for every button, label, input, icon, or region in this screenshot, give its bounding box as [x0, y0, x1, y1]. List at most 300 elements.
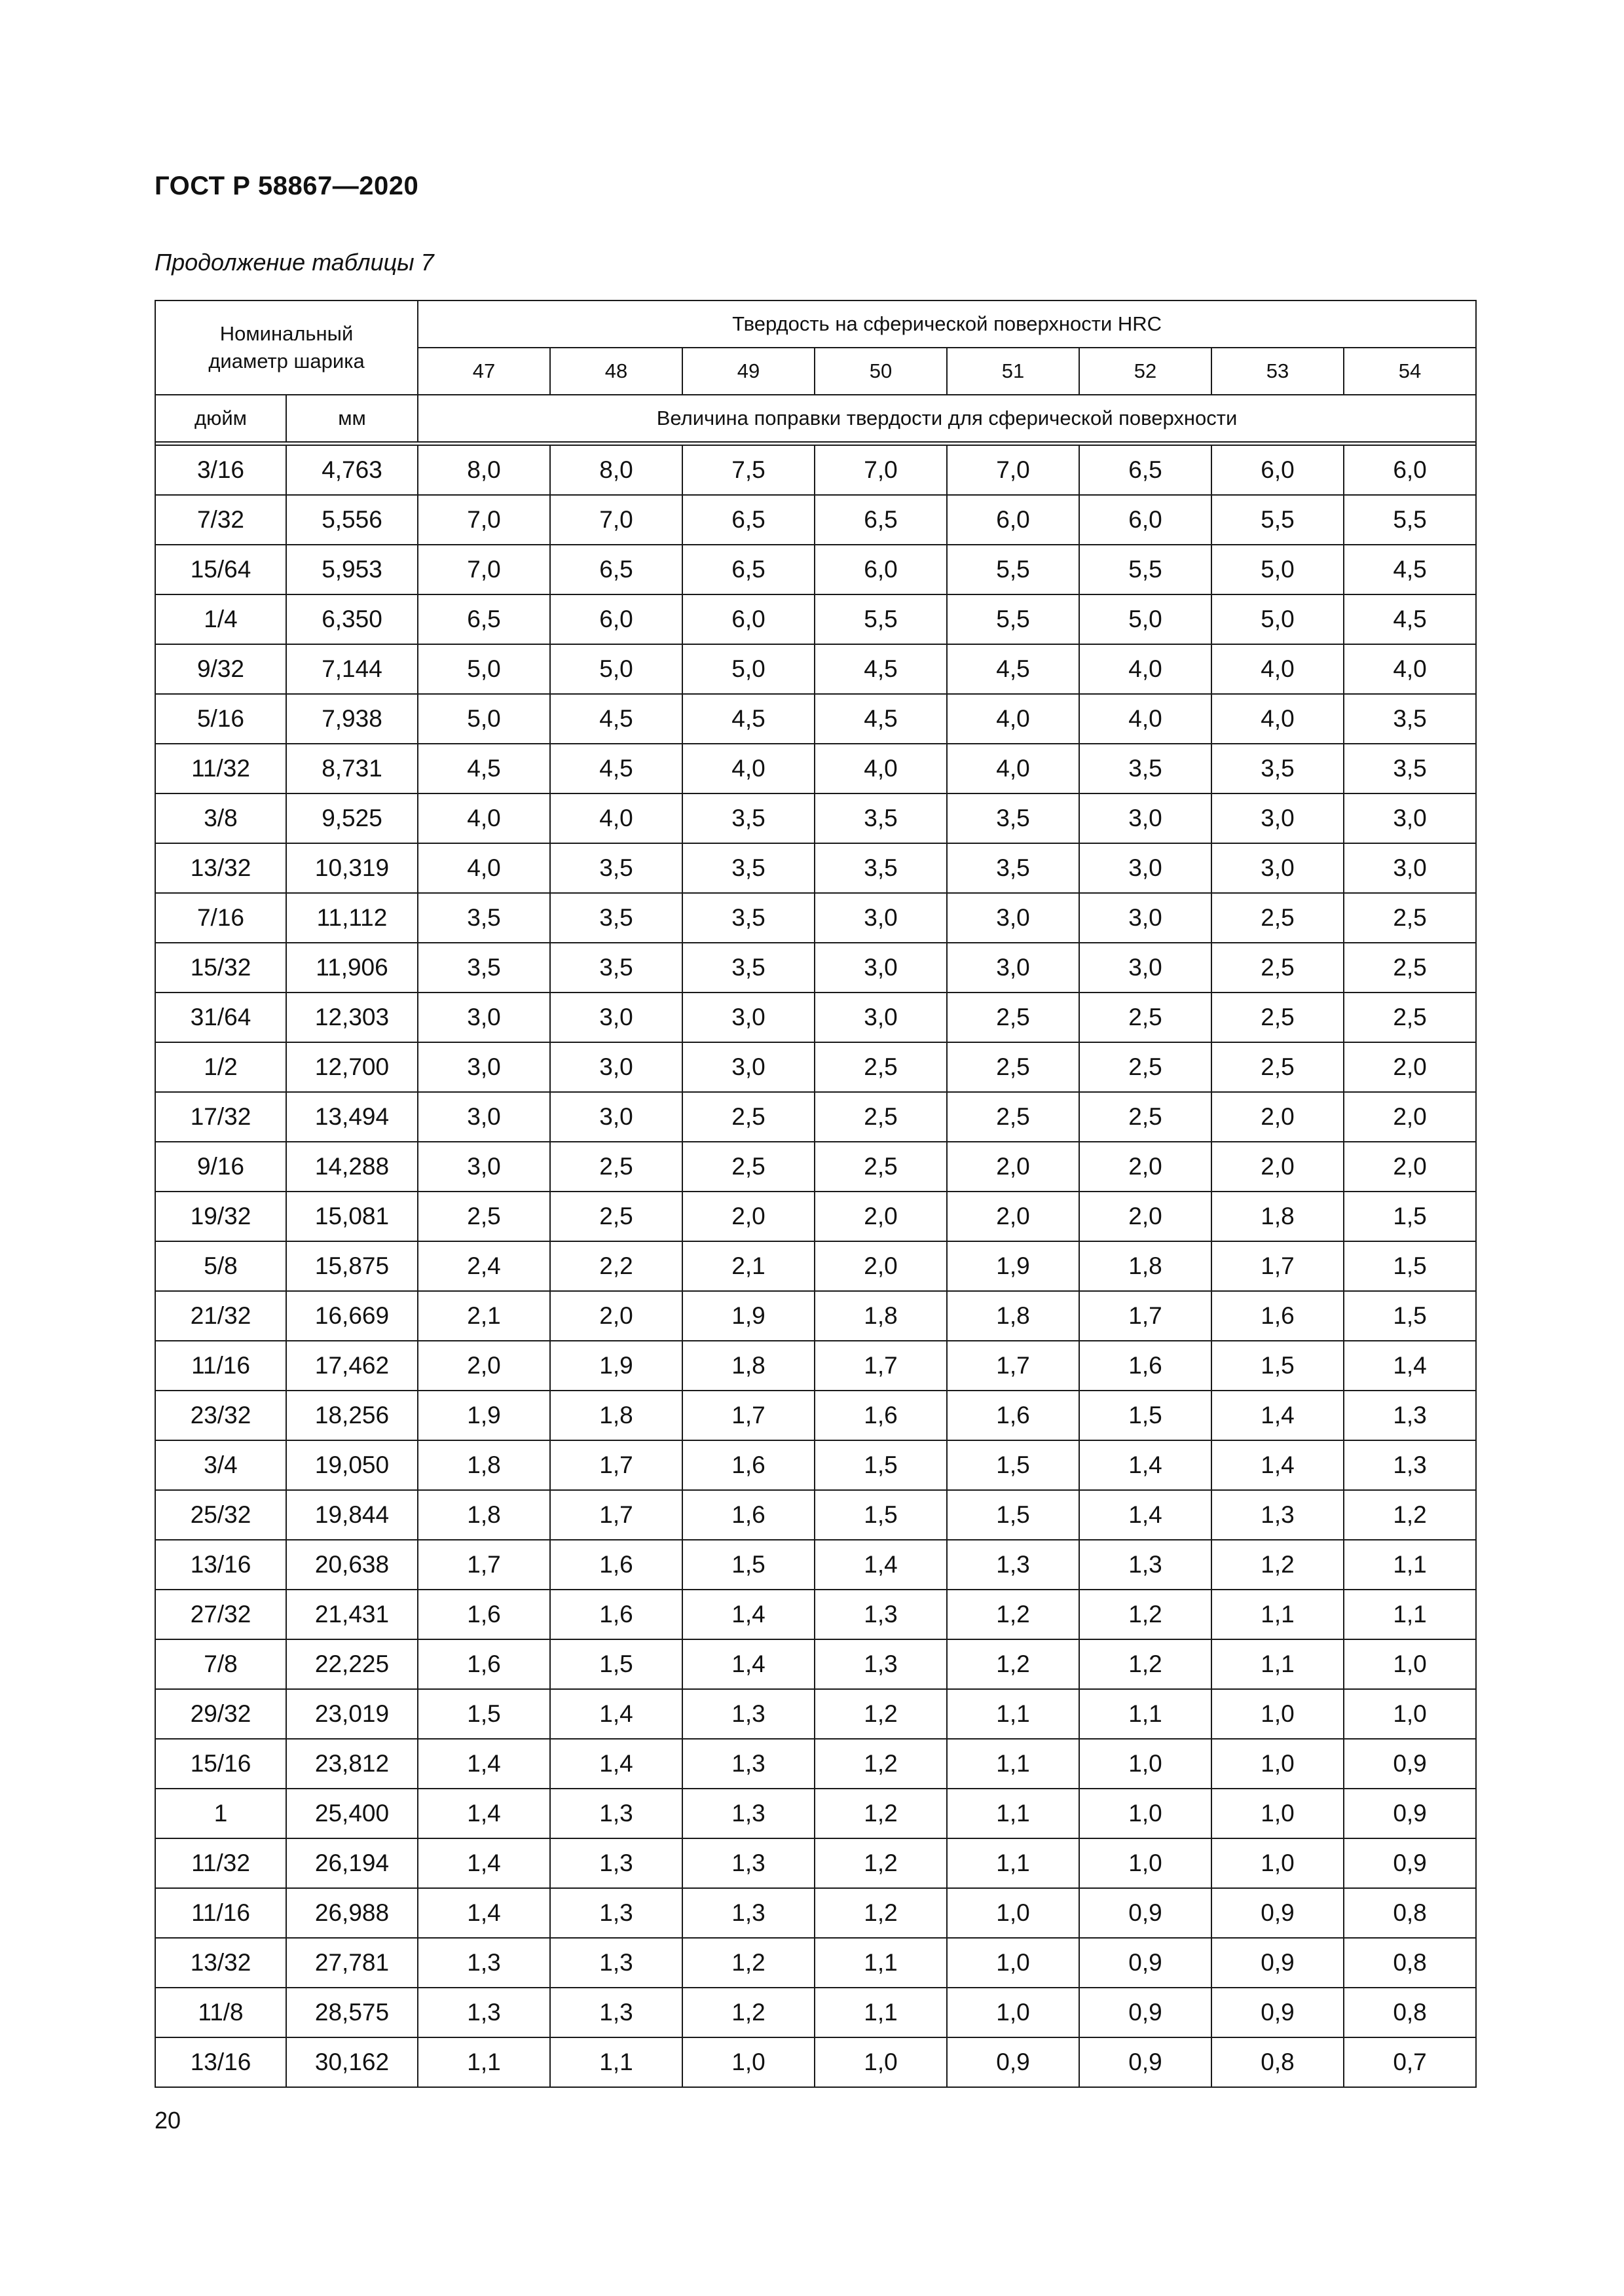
correction-value-cell: 6,0	[682, 594, 815, 644]
correction-value-cell: 2,0	[947, 1192, 1079, 1241]
correction-value-cell: 1,9	[418, 1391, 550, 1440]
correction-value-cell: 1,0	[1344, 1689, 1476, 1739]
correction-value-cell: 3,0	[418, 1092, 550, 1142]
diameter-mm-cell: 16,669	[286, 1291, 418, 1341]
hrc-column-header: 53	[1211, 348, 1344, 395]
correction-value-cell: 0,9	[1344, 1739, 1476, 1789]
correction-value-cell: 1,2	[1211, 1540, 1344, 1590]
correction-value-cell: 1,6	[815, 1391, 947, 1440]
correction-value-cell: 3,5	[418, 893, 550, 943]
diameter-inch-cell: 5/8	[155, 1241, 286, 1291]
correction-value-cell: 2,5	[682, 1092, 815, 1142]
diameter-inch-cell: 7/8	[155, 1639, 286, 1689]
correction-value-cell: 2,0	[1344, 1042, 1476, 1092]
correction-value-cell: 1,3	[947, 1540, 1079, 1590]
correction-value-cell: 6,5	[418, 594, 550, 644]
diameter-inch-cell: 3/16	[155, 445, 286, 495]
correction-value-cell: 3,0	[550, 1042, 682, 1092]
correction-value-cell: 1,5	[947, 1490, 1079, 1540]
correction-value-cell: 0,9	[1211, 1988, 1344, 2037]
diameter-inch-cell: 3/4	[155, 1440, 286, 1490]
correction-value-cell: 1,1	[1211, 1639, 1344, 1689]
table-row	[155, 943, 1476, 993]
correction-value-cell: 1,1	[418, 2037, 550, 2087]
correction-value-cell: 3,0	[1079, 843, 1211, 893]
diameter-mm-cell: 23,019	[286, 1689, 418, 1739]
hrc-column-header: 47	[418, 348, 550, 395]
correction-value-cell: 1,0	[1079, 1838, 1211, 1888]
correction-value-cell: 1,7	[815, 1341, 947, 1391]
correction-value-cell: 4,0	[1211, 644, 1344, 694]
correction-value-cell: 1,6	[1079, 1341, 1211, 1391]
correction-value-cell: 1,3	[682, 1689, 815, 1739]
correction-value-cell: 1,3	[815, 1639, 947, 1689]
correction-value-cell: 2,1	[682, 1241, 815, 1291]
correction-value-cell: 2,0	[682, 1192, 815, 1241]
correction-value-cell: 1,8	[815, 1291, 947, 1341]
diameter-inch-cell: 7/32	[155, 495, 286, 545]
diameter-inch-cell: 25/32	[155, 1490, 286, 1540]
correction-value-cell: 1,3	[550, 1938, 682, 1988]
correction-value-cell: 3,5	[1211, 744, 1344, 793]
correction-value-cell: 2,5	[947, 993, 1079, 1042]
table-row	[155, 445, 1476, 495]
correction-value-cell: 4,5	[815, 644, 947, 694]
correction-value-cell: 2,5	[1344, 893, 1476, 943]
correction-value-cell: 2,0	[1079, 1142, 1211, 1192]
diameter-mm-cell: 7,144	[286, 644, 418, 694]
diameter-mm-cell: 15,081	[286, 1192, 418, 1241]
correction-value-cell: 1,2	[815, 1789, 947, 1838]
correction-value-cell: 7,5	[682, 445, 815, 495]
correction-value-cell: 3,5	[418, 943, 550, 993]
correction-value-cell: 1,1	[947, 1789, 1079, 1838]
correction-value-cell: 2,5	[550, 1192, 682, 1241]
correction-value-cell: 3,5	[815, 793, 947, 843]
correction-value-cell: 4,5	[550, 744, 682, 793]
correction-value-cell: 1,0	[1079, 1739, 1211, 1789]
correction-value-cell: 1,5	[815, 1440, 947, 1490]
correction-value-cell: 1,1	[1344, 1540, 1476, 1590]
diameter-inch-cell: 1/4	[155, 594, 286, 644]
correction-value-cell: 7,0	[418, 545, 550, 594]
diameter-mm-cell: 5,953	[286, 545, 418, 594]
correction-value-cell: 3,5	[1344, 694, 1476, 744]
correction-value-cell: 1,0	[682, 2037, 815, 2087]
correction-subheader: Величина поправки твердости для сферической поверхности	[418, 395, 1476, 442]
correction-value-cell: 2,0	[1344, 1092, 1476, 1142]
correction-value-cell: 0,9	[1344, 1838, 1476, 1888]
correction-value-cell: 3,0	[1079, 943, 1211, 993]
correction-value-cell: 0,9	[1211, 1888, 1344, 1938]
correction-value-cell: 1,6	[682, 1440, 815, 1490]
table-row	[155, 793, 1476, 843]
diameter-inch-cell: 13/16	[155, 2037, 286, 2087]
diameter-inch-cell: 11/8	[155, 1988, 286, 2037]
correction-value-cell: 4,5	[682, 694, 815, 744]
diameter-inch-cell: 1/2	[155, 1042, 286, 1092]
table-row	[155, 1988, 1476, 2037]
correction-value-cell: 4,0	[682, 744, 815, 793]
hardness-correction-table	[155, 300, 1477, 2088]
correction-value-cell: 1,1	[947, 1739, 1079, 1789]
correction-value-cell: 1,2	[1079, 1590, 1211, 1639]
correction-value-cell: 1,5	[1079, 1391, 1211, 1440]
correction-value-cell: 5,0	[550, 644, 682, 694]
correction-value-cell: 4,5	[815, 694, 947, 744]
correction-value-cell: 2,0	[1344, 1142, 1476, 1192]
correction-value-cell: 1,7	[550, 1440, 682, 1490]
correction-value-cell: 0,8	[1211, 2037, 1344, 2087]
diameter-inch-cell: 11/16	[155, 1341, 286, 1391]
correction-value-cell: 0,9	[1344, 1789, 1476, 1838]
correction-value-cell: 1,5	[1344, 1291, 1476, 1341]
correction-value-cell: 7,0	[550, 495, 682, 545]
correction-value-cell: 2,0	[947, 1142, 1079, 1192]
correction-value-cell: 1,9	[550, 1341, 682, 1391]
correction-value-cell: 1,5	[815, 1490, 947, 1540]
diameter-inch-cell: 1	[155, 1789, 286, 1838]
correction-value-cell: 2,5	[947, 1092, 1079, 1142]
correction-value-cell: 1,5	[947, 1440, 1079, 1490]
correction-value-cell: 1,6	[418, 1590, 550, 1639]
table-row	[155, 594, 1476, 644]
table-row	[155, 1440, 1476, 1490]
correction-value-cell: 1,0	[947, 1988, 1079, 2037]
diameter-mm-cell: 27,781	[286, 1938, 418, 1988]
page-number: 20	[155, 2107, 181, 2134]
correction-value-cell: 3,5	[947, 843, 1079, 893]
correction-value-cell: 4,5	[1344, 594, 1476, 644]
correction-value-cell: 1,1	[947, 1838, 1079, 1888]
correction-value-cell: 5,5	[1344, 495, 1476, 545]
correction-value-cell: 2,5	[682, 1142, 815, 1192]
correction-value-cell: 2,5	[1344, 993, 1476, 1042]
correction-value-cell: 1,8	[550, 1391, 682, 1440]
hrc-group-header: Твердость на сферической поверхности HRC	[418, 301, 1476, 348]
table-row	[155, 1391, 1476, 1440]
correction-value-cell: 3,5	[682, 893, 815, 943]
correction-value-cell: 1,4	[1211, 1391, 1344, 1440]
diameter-mm-cell: 12,303	[286, 993, 418, 1042]
table-row	[155, 1540, 1476, 1590]
correction-value-cell: 2,5	[1211, 993, 1344, 1042]
correction-value-cell: 1,5	[550, 1639, 682, 1689]
diameter-inch-cell: 17/32	[155, 1092, 286, 1142]
correction-value-cell: 1,6	[550, 1540, 682, 1590]
correction-value-cell: 3,0	[1079, 893, 1211, 943]
correction-value-cell: 5,5	[1211, 495, 1344, 545]
table-row	[155, 2037, 1476, 2087]
diameter-inch-cell: 9/16	[155, 1142, 286, 1192]
diameter-mm-cell: 4,763	[286, 445, 418, 495]
correction-value-cell: 1,2	[947, 1590, 1079, 1639]
correction-value-cell: 3,0	[550, 993, 682, 1042]
correction-value-cell: 3,5	[682, 843, 815, 893]
table-row	[155, 1938, 1476, 1988]
diameter-inch-cell: 11/32	[155, 744, 286, 793]
table-row	[155, 1092, 1476, 1142]
correction-value-cell: 2,5	[1079, 1042, 1211, 1092]
correction-value-cell: 2,0	[418, 1341, 550, 1391]
correction-value-cell: 1,8	[1211, 1192, 1344, 1241]
correction-value-cell: 1,1	[947, 1689, 1079, 1739]
correction-value-cell: 1,0	[1344, 1639, 1476, 1689]
diameter-inch-cell: 27/32	[155, 1590, 286, 1639]
correction-value-cell: 1,6	[682, 1490, 815, 1540]
correction-value-cell: 2,5	[815, 1142, 947, 1192]
correction-value-cell: 1,2	[682, 1938, 815, 1988]
correction-value-cell: 1,7	[947, 1341, 1079, 1391]
hrc-column-header: 52	[1079, 348, 1211, 395]
correction-value-cell: 3,0	[682, 993, 815, 1042]
correction-value-cell: 1,3	[418, 1938, 550, 1988]
diameter-inch-cell: 13/32	[155, 843, 286, 893]
diameter-inch-cell: 3/8	[155, 793, 286, 843]
table-row	[155, 993, 1476, 1042]
correction-value-cell: 1,3	[418, 1988, 550, 2037]
diameter-inch-cell: 23/32	[155, 1391, 286, 1440]
correction-value-cell: 1,2	[815, 1888, 947, 1938]
correction-value-cell: 3,0	[418, 1042, 550, 1092]
diameter-mm-cell: 12,700	[286, 1042, 418, 1092]
table-row	[155, 1739, 1476, 1789]
correction-value-cell: 8,0	[550, 445, 682, 495]
correction-value-cell: 2,0	[1079, 1192, 1211, 1241]
correction-value-cell: 6,0	[550, 594, 682, 644]
diameter-inch-cell: 15/16	[155, 1739, 286, 1789]
table-row	[155, 545, 1476, 594]
correction-value-cell: 1,8	[1079, 1241, 1211, 1291]
correction-value-cell: 2,2	[550, 1241, 682, 1291]
diameter-inch-cell: 11/16	[155, 1888, 286, 1938]
correction-value-cell: 4,0	[550, 793, 682, 843]
correction-value-cell: 2,0	[550, 1291, 682, 1341]
correction-value-cell: 1,3	[1344, 1391, 1476, 1440]
diameter-mm-cell: 21,431	[286, 1590, 418, 1639]
correction-value-cell: 1,2	[815, 1739, 947, 1789]
correction-value-cell: 2,5	[1211, 893, 1344, 943]
correction-value-cell: 2,5	[418, 1192, 550, 1241]
diameter-mm-cell: 7,938	[286, 694, 418, 744]
correction-value-cell: 1,0	[815, 2037, 947, 2087]
correction-value-cell: 1,3	[550, 1789, 682, 1838]
table-row	[155, 1341, 1476, 1391]
correction-value-cell: 6,5	[682, 495, 815, 545]
correction-value-cell: 1,9	[947, 1241, 1079, 1291]
table-row	[155, 694, 1476, 744]
correction-value-cell: 3,5	[815, 843, 947, 893]
unit-mm-header: мм	[286, 395, 418, 442]
correction-value-cell: 2,0	[815, 1192, 947, 1241]
correction-value-cell: 0,9	[947, 2037, 1079, 2087]
correction-value-cell: 1,0	[1211, 1838, 1344, 1888]
correction-value-cell: 4,0	[947, 744, 1079, 793]
correction-value-cell: 2,5	[1211, 1042, 1344, 1092]
correction-value-cell: 5,5	[1079, 545, 1211, 594]
correction-value-cell: 1,4	[1079, 1490, 1211, 1540]
correction-value-cell: 4,0	[418, 793, 550, 843]
correction-value-cell: 0,8	[1344, 1888, 1476, 1938]
diameter-inch-cell: 11/32	[155, 1838, 286, 1888]
diameter-mm-cell: 23,812	[286, 1739, 418, 1789]
correction-value-cell: 1,3	[682, 1838, 815, 1888]
diameter-mm-cell: 25,400	[286, 1789, 418, 1838]
correction-value-cell: 6,5	[815, 495, 947, 545]
table-caption: Продолжение таблицы 7	[155, 249, 434, 276]
diameter-inch-cell: 9/32	[155, 644, 286, 694]
table-row	[155, 1241, 1476, 1291]
correction-value-cell: 1,2	[815, 1838, 947, 1888]
correction-value-cell: 1,6	[1211, 1291, 1344, 1341]
diameter-mm-cell: 26,988	[286, 1888, 418, 1938]
table-row	[155, 1490, 1476, 1540]
correction-value-cell: 2,5	[1211, 943, 1344, 993]
diameter-mm-cell: 19,844	[286, 1490, 418, 1540]
diameter-inch-cell: 21/32	[155, 1291, 286, 1341]
correction-value-cell: 1,2	[1079, 1639, 1211, 1689]
correction-value-cell: 1,4	[418, 1789, 550, 1838]
diameter-mm-cell: 20,638	[286, 1540, 418, 1590]
table-row	[155, 744, 1476, 793]
hrc-column-header: 50	[815, 348, 947, 395]
correction-value-cell: 1,4	[682, 1639, 815, 1689]
table-row	[155, 843, 1476, 893]
correction-value-cell: 0,9	[1079, 2037, 1211, 2087]
correction-value-cell: 3,0	[815, 893, 947, 943]
correction-value-cell: 5,0	[418, 644, 550, 694]
correction-value-cell: 4,0	[1344, 644, 1476, 694]
correction-value-cell: 1,6	[947, 1391, 1079, 1440]
correction-value-cell: 6,0	[815, 545, 947, 594]
diameter-mm-cell: 13,494	[286, 1092, 418, 1142]
table-row	[155, 1192, 1476, 1241]
correction-value-cell: 1,7	[1211, 1241, 1344, 1291]
correction-value-cell: 2,5	[947, 1042, 1079, 1092]
correction-value-cell: 2,0	[1211, 1142, 1344, 1192]
correction-value-cell: 2,5	[815, 1042, 947, 1092]
correction-value-cell: 5,0	[682, 644, 815, 694]
nominal-diameter-header: Номинальный диаметр шарика	[155, 301, 418, 395]
diameter-mm-cell: 10,319	[286, 843, 418, 893]
correction-value-cell: 1,1	[1211, 1590, 1344, 1639]
correction-value-cell: 1,5	[1344, 1241, 1476, 1291]
correction-value-cell: 1,3	[550, 1838, 682, 1888]
correction-value-cell: 6,5	[1079, 445, 1211, 495]
correction-value-cell: 1,8	[682, 1341, 815, 1391]
diameter-mm-cell: 17,462	[286, 1341, 418, 1391]
correction-value-cell: 1,4	[418, 1888, 550, 1938]
table-row	[155, 1838, 1476, 1888]
diameter-mm-cell: 5,556	[286, 495, 418, 545]
table-row	[155, 893, 1476, 943]
correction-value-cell: 2,1	[418, 1291, 550, 1341]
correction-value-cell: 1,4	[550, 1689, 682, 1739]
correction-value-cell: 4,0	[815, 744, 947, 793]
correction-value-cell: 2,5	[815, 1092, 947, 1142]
diameter-inch-cell: 15/32	[155, 943, 286, 993]
diameter-inch-cell: 7/16	[155, 893, 286, 943]
correction-value-cell: 6,0	[1211, 445, 1344, 495]
correction-value-cell: 0,9	[1079, 1888, 1211, 1938]
diameter-mm-cell: 28,575	[286, 1988, 418, 2037]
correction-value-cell: 3,5	[550, 843, 682, 893]
correction-value-cell: 3,5	[1344, 744, 1476, 793]
correction-value-cell: 4,0	[1079, 644, 1211, 694]
correction-value-cell: 3,0	[550, 1092, 682, 1142]
correction-value-cell: 6,5	[682, 545, 815, 594]
diameter-mm-cell: 22,225	[286, 1639, 418, 1689]
correction-value-cell: 6,0	[1344, 445, 1476, 495]
correction-value-cell: 1,9	[682, 1291, 815, 1341]
document-code: ГОСТ Р 58867—2020	[155, 172, 419, 200]
unit-inch-header: дюйм	[155, 395, 286, 442]
correction-value-cell: 1,3	[550, 1888, 682, 1938]
diameter-mm-cell: 11,906	[286, 943, 418, 993]
correction-value-cell: 5,0	[418, 694, 550, 744]
correction-value-cell: 6,5	[550, 545, 682, 594]
correction-value-cell: 3,0	[418, 993, 550, 1042]
diameter-mm-cell: 6,350	[286, 594, 418, 644]
correction-value-cell: 5,5	[947, 545, 1079, 594]
correction-value-cell: 1,7	[1079, 1291, 1211, 1341]
correction-value-cell: 0,9	[1079, 1938, 1211, 1988]
correction-value-cell: 3,0	[947, 893, 1079, 943]
correction-value-cell: 1,0	[1211, 1739, 1344, 1789]
correction-value-cell: 7,0	[418, 495, 550, 545]
correction-value-cell: 1,4	[1344, 1341, 1476, 1391]
correction-value-cell: 0,9	[1211, 1938, 1344, 1988]
correction-value-cell: 1,3	[682, 1888, 815, 1938]
correction-value-cell: 1,4	[418, 1838, 550, 1888]
correction-value-cell: 1,3	[682, 1739, 815, 1789]
correction-value-cell: 4,5	[550, 694, 682, 744]
correction-value-cell: 3,0	[947, 943, 1079, 993]
hrc-column-header: 51	[947, 348, 1079, 395]
correction-value-cell: 1,2	[682, 1988, 815, 2037]
correction-value-cell: 3,0	[1344, 843, 1476, 893]
hrc-column-header: 49	[682, 348, 815, 395]
correction-value-cell: 5,5	[815, 594, 947, 644]
correction-value-cell: 1,5	[682, 1540, 815, 1590]
correction-value-cell: 1,3	[815, 1590, 947, 1639]
correction-value-cell: 7,0	[947, 445, 1079, 495]
correction-value-cell: 1,1	[550, 2037, 682, 2087]
correction-value-cell: 1,3	[1211, 1490, 1344, 1540]
correction-value-cell: 1,0	[1211, 1689, 1344, 1739]
correction-value-cell: 0,8	[1344, 1938, 1476, 1988]
correction-value-cell: 3,0	[1344, 793, 1476, 843]
table-row	[155, 644, 1476, 694]
correction-value-cell: 4,0	[1211, 694, 1344, 744]
correction-value-cell: 3,5	[947, 793, 1079, 843]
correction-value-cell: 1,7	[550, 1490, 682, 1540]
table-row	[155, 1789, 1476, 1838]
correction-value-cell: 4,5	[1344, 545, 1476, 594]
correction-value-cell: 3,0	[682, 1042, 815, 1092]
correction-value-cell: 4,5	[418, 744, 550, 793]
table-row	[155, 1888, 1476, 1938]
correction-value-cell: 0,7	[1344, 2037, 1476, 2087]
diameter-mm-cell: 18,256	[286, 1391, 418, 1440]
correction-value-cell: 1,3	[1344, 1440, 1476, 1490]
correction-value-cell: 2,5	[550, 1142, 682, 1192]
correction-value-cell: 3,5	[682, 793, 815, 843]
correction-value-cell: 1,4	[550, 1739, 682, 1789]
diameter-mm-cell: 14,288	[286, 1142, 418, 1192]
correction-value-cell: 1,6	[418, 1639, 550, 1689]
diameter-inch-cell: 13/32	[155, 1938, 286, 1988]
